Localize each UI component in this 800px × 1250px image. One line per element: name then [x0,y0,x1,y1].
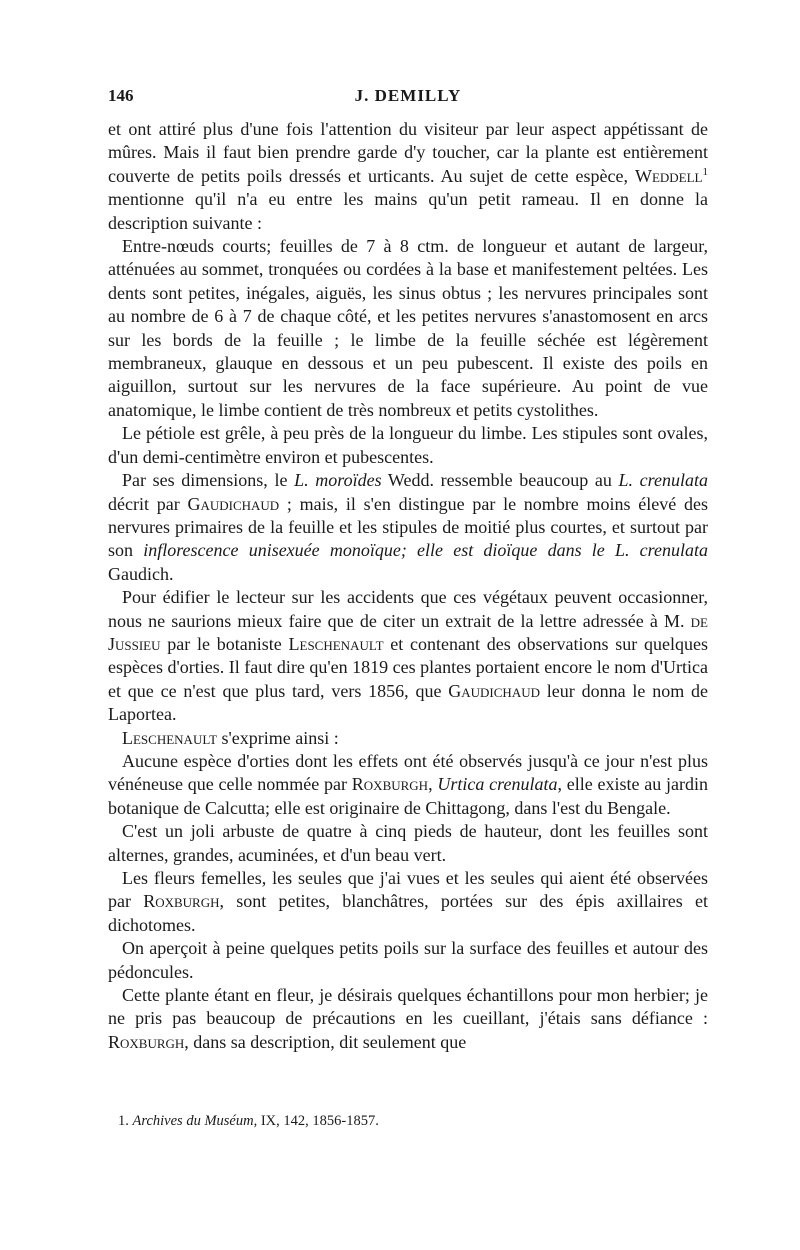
running-title: J. DEMILLY [354,86,462,105]
text-run: ; mais, il s'en distingue par le nombre moins élevé des nervures primaires de la feuille et les stipules de moitié plus courtes, et surtout par son [108,493,708,561]
paragraph [108,750,708,820]
text-run: Gaudichaud [187,493,280,514]
text-run: 1. [118,1113,133,1129]
text-run: L. moroïdes [294,470,382,491]
footnote [118,1112,698,1130]
text-run: Wedd. ressemble beaucoup au [381,470,619,491]
text-run: On aperçoit à peine quelques petits poils sur la surface des feuilles et autour des pédoncules. [108,938,708,982]
text-run: Entre-nœuds courts; feuilles de 7 à 8 ctm. de longueur et autant de largeur, atténuées au sommet, tronquées ou cordées à la base et manifestement peltées. Les dents sont petites, inégales, aiguës, les sinus obtus ; les nervures principales sont au nombre de 6 à 7 de chaque côté, et les petites nervures s'anastomosent en arcs sur les bords de la feuille ; le limbe de la feuille séchée est légèrement membraneux, glauque en dessous et un peu pubescent. Il existe des poils en aiguillon, surtout sur les nervures de la face supérieure. Au point de vue anatomique, le limbe contient de très nombreux et petits cystolithes. [108,236,708,420]
text-run: Gaudich. [108,563,174,584]
text-run: Pour édifier le lecteur sur les accidents que ces végétaux peuvent occasionner, nous ne saurions mieux faire que de citer un extrait de la lettre adressée à M. [108,587,708,631]
text-run: Roxburgh [143,891,220,912]
text-run: s'exprime ainsi : [217,727,339,748]
paragraph [108,867,708,937]
text-run: Leschenault [288,633,384,654]
text-run: , [428,774,438,795]
text-run: , elle existe au jardin botanique de Calcutta; elle est originaire de Chittagong, dans l'est du Bengale. [108,774,709,818]
paragraph [108,820,708,867]
text-run: Les fleurs femelles, les seules que j'ai vues et les seules qui aient été observées par [108,868,708,912]
text-run: Roxburgh [351,774,429,795]
text-run: inflorescence unisexuée monoïque; elle est dioïque dans le L. crenulata [143,540,708,561]
text-run: décrit par [108,493,188,514]
text-run: Urtica crenulata [437,774,558,795]
text-run: Leschenault [122,727,218,748]
text-run: et ont attiré plus d'une fois l'attention du visiteur par leur aspect appétissant de mûres. Mais il faut bien prendre garde d'y toucher, car la plante est entièrement couverte de petits poils dressés et urticants. Au sujet de cette espèce, [108,119,708,186]
text-run: Le pétiole est grêle, à peu près de la longueur du limbe. Les stipules sont ovales, d'un demi-centimètre environ et pubescentes. [108,423,708,467]
text-run: , sont petites, blanchâtres, portées sur des épis axillaires et dichotomes. [108,891,708,935]
footnote-ref: 1 [702,165,708,178]
text-run: Roxburgh [108,1031,185,1052]
text-run: Cette plante étant en fleur, je désirais quelques échantillons pour mon herbier; je ne pris pas beaucoup de précautions en les cueillant, j'étais sans défiance : [108,985,708,1029]
text-run: Aucune espèce d'orties dont les effets ont été observés jusqu'à ce jour n'est plus vénéneuse que celle nommée par [108,750,708,795]
text-run: , dans sa description, dit seulement que [184,1031,467,1052]
paragraph [108,586,708,726]
body-text [108,118,708,1054]
page-number: 146 [108,86,134,105]
text-run: leur donna le nom de Laportea. [108,680,708,725]
page-header [108,86,708,112]
paragraph [108,937,708,984]
paragraph [108,727,708,750]
paragraph [108,118,708,235]
text-run: de Jussieu [108,610,708,654]
paragraph [108,984,708,1054]
text-run: , IX, 142, 1856-1857. [253,1113,379,1129]
text-run: L. crenulata [618,470,708,491]
text-run: et contenant des observations sur quelques espèces d'orties. Il faut dire qu'en 1819 ces plantes portaient encore le nom d'Urtica et que ce n'est que plus tard, vers 1856, que [108,633,709,701]
text-run: par le botaniste [160,633,289,654]
text-run: Weddell [634,165,703,186]
paragraph [108,422,708,469]
text-run: mentionne qu'il n'a eu entre les mains qu'un petit rameau. Il en donne la description suivante : [108,189,708,233]
text-run: Archives du Muséum [132,1113,254,1129]
paragraph [108,469,708,586]
paragraph [108,235,708,422]
text-run: Par ses dimensions, le [122,470,295,491]
text-run: C'est un joli arbuste de quatre à cinq pieds de hauteur, dont les feuilles sont alternes, grandes, acuminées, et d'un beau vert. [108,821,708,865]
text-run: Gaudichaud [448,680,540,701]
